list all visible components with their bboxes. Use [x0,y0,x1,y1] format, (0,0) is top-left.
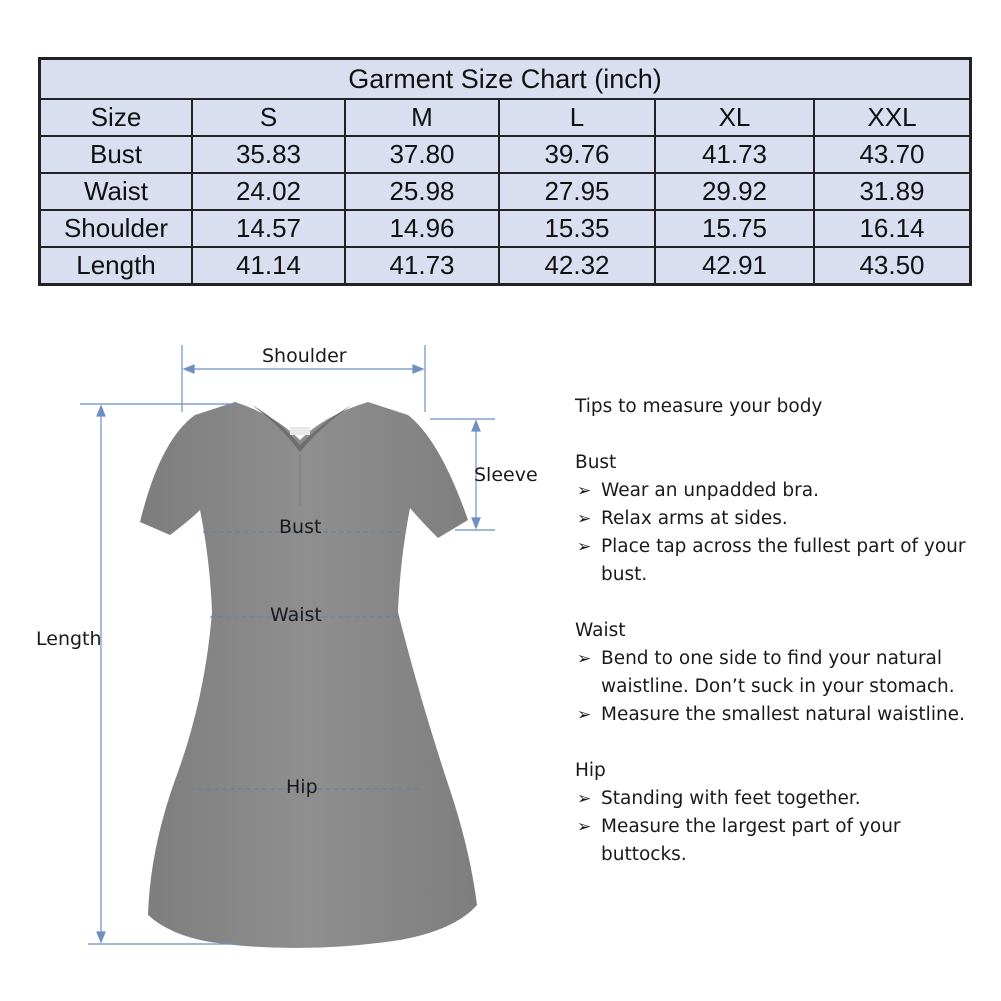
waist-label: Waist [270,604,322,626]
tips-section-bust [575,449,985,589]
dress-shape [140,402,477,948]
tips-section-hip [575,757,985,869]
table-cell: 25.98 [345,173,499,210]
header-cell: XXL [814,99,971,136]
table-cell: 41.73 [655,136,814,173]
table-cell: 43.50 [814,247,971,285]
header-cell: XL [655,99,814,136]
table-cell: 15.75 [655,210,814,247]
row-label: Length [40,247,193,285]
shoulder-label: Shoulder [262,345,347,367]
table-cell: 14.57 [192,210,345,247]
section-heading: Bust [575,452,617,473]
list-item: ➢ Place tap across the fullest part of your bust. [575,533,985,589]
list-item: ➢ Bend to one side to find your natural waistline. Don’t suck in your stomach. [575,645,985,701]
row-label: Waist [40,173,193,210]
table-cell: 24.02 [192,173,345,210]
brand-label [290,427,310,435]
list-item: ➢ Standing with feet together. [575,785,985,813]
row-label: Shoulder [40,210,193,247]
tips-title: Tips to measure your body [575,396,823,417]
table-cell: 29.92 [655,173,814,210]
table-cell: 31.89 [814,173,971,210]
table-cell: 27.95 [499,173,655,210]
list-item: ➢ Wear an unpadded bra. [575,477,985,505]
header-cell: Size [40,99,193,136]
table-cell: 43.70 [814,136,971,173]
table-cell: 42.91 [655,247,814,285]
table-cell: 37.80 [345,136,499,173]
table-cell: 15.35 [499,210,655,247]
sleeve-label: Sleeve [474,464,538,486]
measuring-tips [575,393,985,897]
section-heading: Waist [575,620,626,641]
table-cell: 41.14 [192,247,345,285]
size-chart-title: Garment Size Chart (inch) [40,59,971,100]
header-cell: L [499,99,655,136]
row-label: Bust [40,136,193,173]
table-cell: 35.83 [192,136,345,173]
table-cell: 41.73 [345,247,499,285]
list-item: ➢ Measure the smallest natural waistline. [575,701,985,729]
header-cell: M [345,99,499,136]
list-item: ➢ Relax arms at sides. [575,505,985,533]
hip-label: Hip [286,776,318,798]
table-cell: 42.32 [499,247,655,285]
table-cell: 16.14 [814,210,971,247]
section-heading: Hip [575,760,606,781]
bust-label: Bust [279,516,322,538]
header-cell: S [192,99,345,136]
tips-section-waist [575,617,985,729]
list-item: ➢ Measure the largest part of your buttocks. [575,813,985,869]
length-label: Length [36,628,102,650]
table-cell: 14.96 [345,210,499,247]
table-cell: 39.76 [499,136,655,173]
